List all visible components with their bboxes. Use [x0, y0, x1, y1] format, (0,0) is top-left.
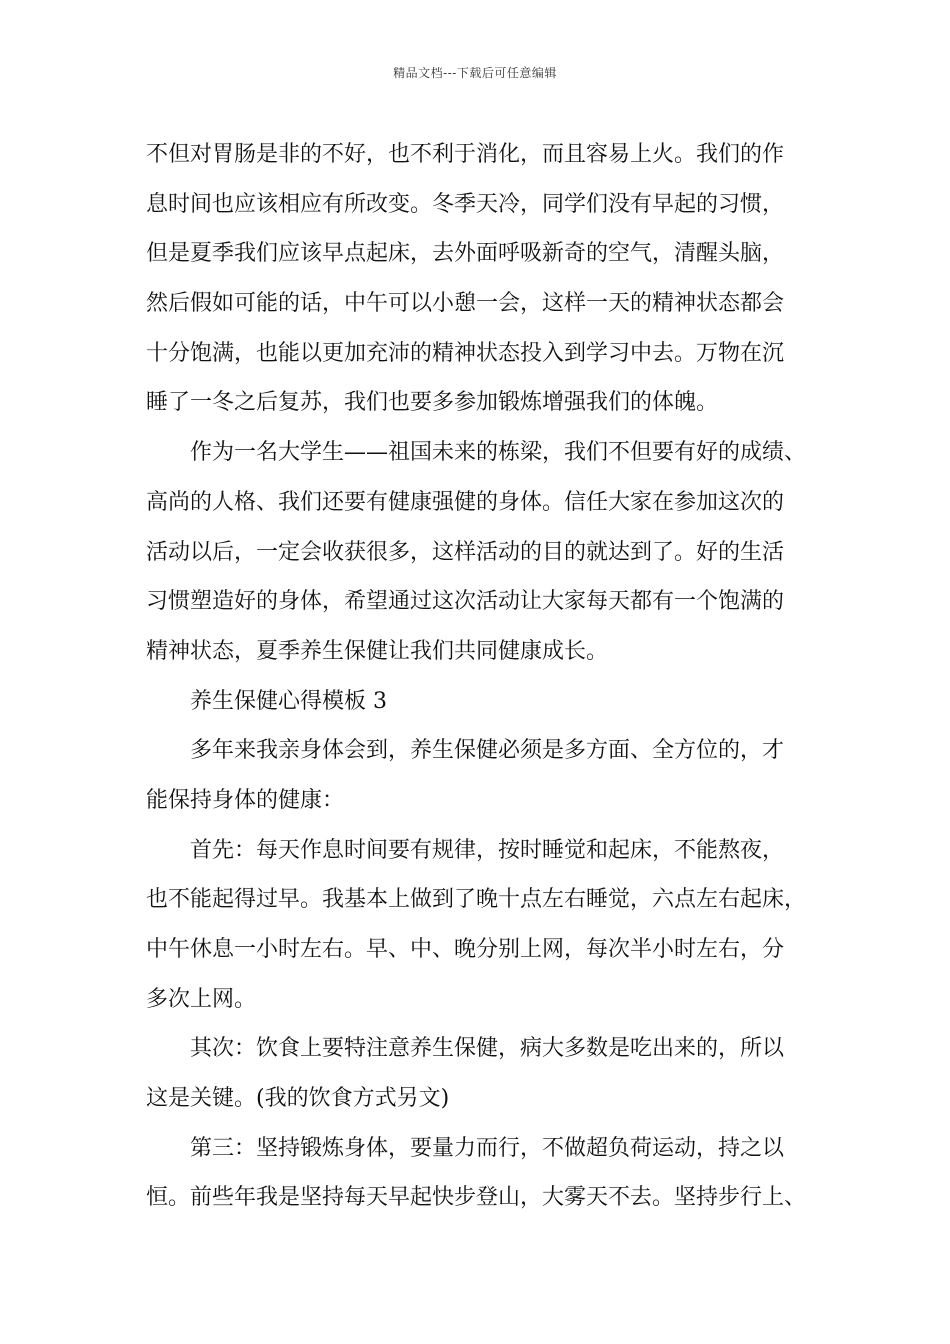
- document-body: [146, 130, 822, 1223]
- body-line: 高尚的人格、我们还要有健康强健的身体。信任大家在参加这次的: [146, 489, 785, 515]
- body-line: 也不能起得过早。我基本上做到了晚十点左右睡觉，六点左右起床，: [146, 887, 807, 913]
- body-line: 十分饱满，也能以更加充沛的精神状态投入到学习中去。万物在沉: [146, 340, 785, 366]
- body-line: 活动以后，一定会收获很多，这样活动的目的就达到了。好的生活: [146, 539, 785, 565]
- body-line: 然后假如可能的话，中午可以小憩一会，这样一天的精神状态都会: [146, 291, 785, 317]
- body-line: 多次上网。: [146, 986, 257, 1012]
- body-line: 不但对胃肠是非的不好，也不利于消化，而且容易上火。我们的作: [146, 142, 785, 167]
- body-line: 但是夏季我们应该早点起床，去外面呼吸新奇的空气，清醒头脑，: [146, 241, 785, 267]
- body-line: 习惯塑造好的身体，希望通过这次活动让大家每天都有一个饱满的: [146, 589, 785, 615]
- body-line: 睡了一冬之后复苏，我们也要多参加锻炼增强我们的体魄。: [146, 390, 719, 416]
- paragraph-start-line: 首先：每天作息时间要有规律，按时睡觉和起床，不能熬夜，: [190, 837, 785, 863]
- section-heading: 养生保健心得模板 3: [190, 688, 387, 714]
- paragraph-start-line: 作为一名大学生——祖国未来的栋梁，我们不但要有好的成绩、: [190, 440, 807, 466]
- body-line: 息时间也应该相应有所改变。冬季天冷，同学们没有早起的习惯，: [146, 191, 785, 217]
- body-line: 精神状态，夏季养生保健让我们共同健康成长。: [146, 638, 609, 664]
- paragraph-start-line: 其次：饮食上要特注意养生保健，病大多数是吃出来的，所以: [190, 1036, 785, 1062]
- paragraph-start-line: 多年来我亲身体会到，养生保健必须是多方面、全方位的，才: [190, 738, 785, 764]
- paragraph-start-line: 第三：坚持锻炼身体，要量力而行，不做超负荷运动，持之以: [190, 1135, 785, 1161]
- body-line: 能保持身体的健康：: [146, 787, 345, 813]
- page-header: 精品文档---下载后可任意编辑: [393, 66, 557, 80]
- body-line: 中午休息一小时左右。早、中、晚分别上网，每次半小时左右，分: [146, 937, 785, 962]
- body-line: 这是关键。(我的饮食方式另文): [146, 1086, 450, 1112]
- body-line: 恒。前些年我是坚持每天早起快步登山，大雾天不去。坚持步行上、: [146, 1185, 807, 1211]
